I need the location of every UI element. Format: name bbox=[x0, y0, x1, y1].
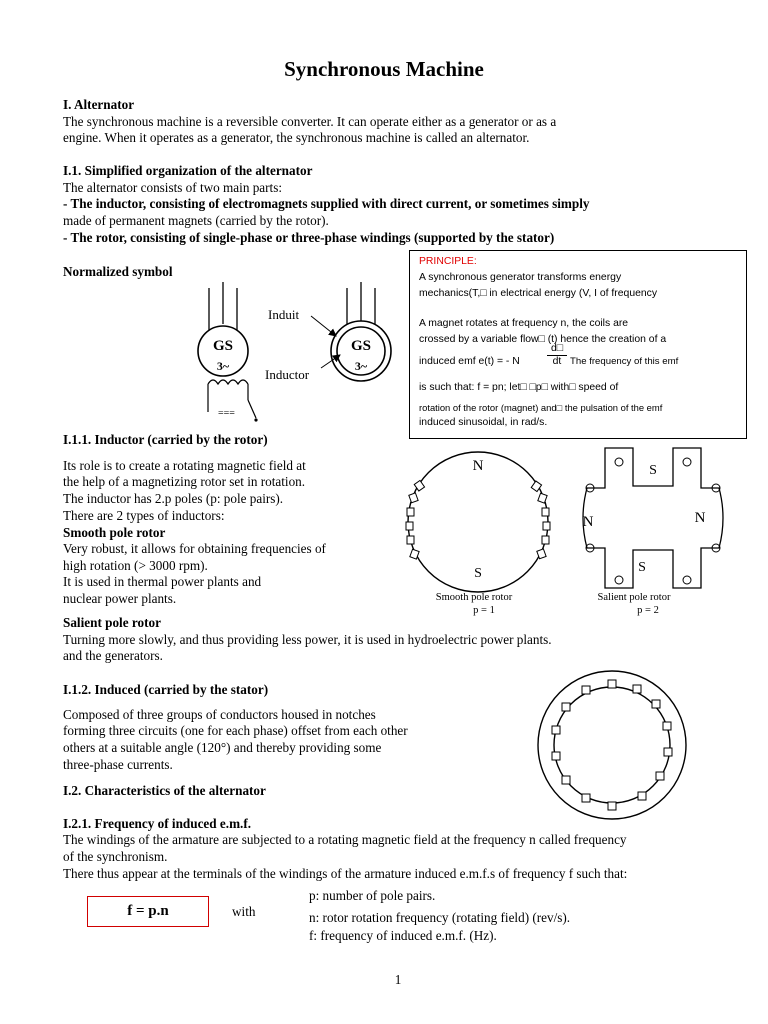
derivative-fraction bbox=[547, 343, 567, 368]
stator-diagram bbox=[530, 668, 696, 826]
pole-label-s: S bbox=[474, 566, 482, 581]
section-heading-inductor: I.1.1. Inductor (carried by the rotor) bbox=[63, 432, 268, 447]
formula: f = p.n bbox=[127, 903, 169, 919]
paragraph-line: the help of a magnetizing rotor set in rotation. bbox=[63, 474, 306, 489]
bullet-inductor: - The inductor, consisting of electromagnets supplied with direct current, or sometimes simply bbox=[63, 196, 590, 211]
salient-rotor-caption: Salient pole rotor bbox=[597, 592, 671, 603]
inductor-label: Inductor bbox=[265, 367, 310, 382]
inductor-coil-symbol bbox=[208, 380, 258, 422]
principle-line: A synchronous generator transforms energy bbox=[419, 272, 622, 283]
paragraph-line: engine. When it operates as a generator, the synchronous machine is called an alternator. bbox=[63, 130, 530, 145]
salient-pole-rotor bbox=[583, 448, 723, 616]
paragraph-line: made of permanent magnets (carried by the rotor). bbox=[63, 213, 329, 228]
page-number: 1 bbox=[394, 972, 402, 987]
principle-line: is such that: f = pn; let□ □p□ with□ speed of bbox=[419, 382, 619, 393]
pole-label-s-top: S bbox=[649, 463, 657, 478]
fraction-denominator: dt bbox=[547, 355, 567, 368]
paragraph-line: high rotation (> 3000 rpm). bbox=[63, 558, 208, 573]
paragraph-line: forming three circuits (one for each phase) offset from each other bbox=[63, 723, 408, 738]
paragraph-line: Very robust, it allows for obtaining frequencies of bbox=[63, 541, 326, 556]
principle-line: induced emf e(t) = - N bbox=[419, 356, 520, 367]
generator-symbol-1 bbox=[198, 282, 248, 376]
smooth-rotor-caption: Smooth pole rotor bbox=[435, 592, 513, 603]
principle-line: induced sinusoidal, in rad/s. bbox=[419, 417, 548, 428]
paragraph-line: There are 2 types of inductors: bbox=[63, 508, 225, 523]
paragraph-line: nuclear power plants. bbox=[63, 591, 177, 606]
principle-line: rotation of the rotor (magnet) and□ the pulsation of the emf bbox=[419, 402, 663, 413]
pole-label-s-bottom: S bbox=[638, 560, 646, 575]
salient-rotor-p: p = 2 bbox=[637, 605, 659, 616]
principle-line: The frequency of this emf bbox=[570, 356, 679, 367]
symbol-heading: Normalized symbol bbox=[63, 264, 173, 279]
fraction-numerator: d□ bbox=[550, 343, 564, 354]
phase-label: 3~ bbox=[216, 359, 230, 373]
paragraph-line: The alternator consists of two main parts: bbox=[63, 180, 283, 195]
paragraph-line: Its role is to create a rotating magnetic field at bbox=[63, 458, 306, 473]
paragraph-line: The synchronous machine is a reversible converter. It can operate either as a generator or as a bbox=[63, 114, 557, 129]
phase-label: 3~ bbox=[354, 359, 368, 373]
paragraph-line: The windings of the armature are subjected to a rotating magnetic field at the frequency n called frequency bbox=[63, 832, 627, 847]
paragraph-line: Composed of three groups of conductors housed in notches bbox=[63, 707, 376, 722]
paragraph-line: three-phase currents. bbox=[63, 757, 173, 772]
definition-n: n: rotor rotation frequency (rotating field) (rev/s). bbox=[309, 910, 571, 925]
smooth-pole-rotor bbox=[406, 452, 550, 616]
paragraph-line: and the generators. bbox=[63, 648, 163, 663]
paragraph-line: The inductor has 2.p poles (p: pole pairs). bbox=[63, 491, 284, 506]
section-heading-organization: I.1. Simplified organization of the alternator bbox=[63, 163, 313, 178]
generator-symbol-2 bbox=[331, 282, 391, 381]
gs-label: GS bbox=[350, 338, 372, 354]
section-heading-characteristics: I.2. Characteristics of the alternator bbox=[63, 783, 266, 798]
pole-label-n: N bbox=[472, 458, 484, 474]
pole-label-n-left: N bbox=[582, 514, 594, 530]
page-title: Synchronous Machine bbox=[284, 57, 484, 81]
with-label: with bbox=[232, 904, 256, 919]
section-heading-induced: I.1.2. Induced (carried by the stator) bbox=[63, 682, 269, 697]
principle-line: A magnet rotates at frequency n, the coils are bbox=[419, 318, 629, 329]
definition-f: f: frequency of induced e.m.f. (Hz). bbox=[309, 928, 497, 943]
pole-label-n-right: N bbox=[694, 510, 706, 526]
section-heading-alternator: I. Alternator bbox=[63, 97, 135, 112]
formula-box bbox=[87, 896, 209, 927]
normalized-symbol-diagram bbox=[190, 278, 405, 428]
salient-pole-heading: Salient pole rotor bbox=[63, 615, 161, 630]
paragraph-line: Turning more slowly, and thus providing less power, it is used in hydroelectric power plants. bbox=[63, 632, 552, 647]
paragraph-line: others at a suitable angle (120°) and thereby providing some bbox=[63, 740, 382, 755]
principle-line: crossed by a variable flow□ (t) hence the creation of a bbox=[419, 334, 667, 345]
section-heading-frequency: I.2.1. Frequency of induced e.m.f. bbox=[63, 816, 252, 831]
dc-symbol: === bbox=[218, 408, 235, 419]
paragraph-line: It is used in thermal power plants and bbox=[63, 574, 262, 589]
bullet-rotor: - The rotor, consisting of single-phase or three-phase windings (supported by the stator) bbox=[63, 230, 555, 245]
principle-line: mechanics(T,□ in electrical energy (V, I of frequency bbox=[419, 288, 658, 299]
paragraph-line: There thus appear at the terminals of the windings of the armature induced e.m.f.s of frequency f such that: bbox=[63, 866, 628, 881]
paragraph-line: of the synchronism. bbox=[63, 849, 168, 864]
principle-box bbox=[409, 250, 747, 439]
induit-label: Induit bbox=[268, 307, 300, 322]
gs-label: GS bbox=[212, 338, 234, 354]
rotor-types-diagram bbox=[400, 440, 730, 620]
smooth-rotor-p: p = 1 bbox=[473, 605, 495, 616]
definition-p: p: number of pole pairs. bbox=[309, 888, 436, 903]
smooth-pole-heading: Smooth pole rotor bbox=[63, 525, 166, 540]
principle-label: PRINCIPLE: bbox=[419, 256, 477, 267]
